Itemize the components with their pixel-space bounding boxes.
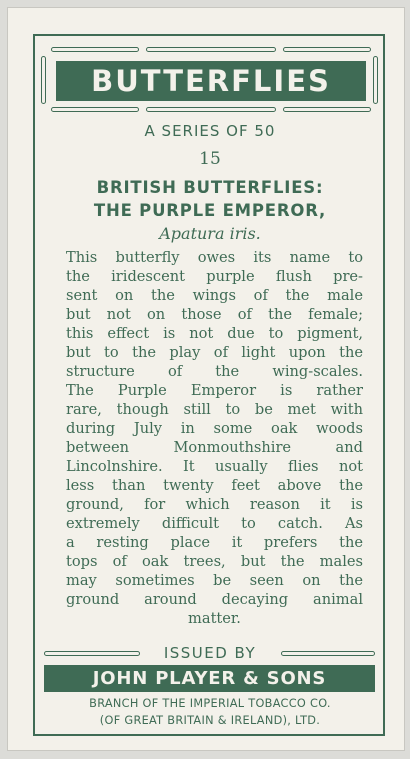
- ornament-bar-bottom-left: [51, 107, 139, 112]
- heading-line-1: BRITISH BUTTERFLIES:: [96, 178, 324, 197]
- ornament-bar-top-left: [51, 47, 139, 52]
- ornament-bar-left: [41, 56, 46, 104]
- card-number: 15: [199, 149, 221, 169]
- ornament-bar-bottom-center: [146, 107, 276, 112]
- branch-line-2: (OF GREAT BRITAIN & IRELAND), LTD.: [99, 714, 321, 727]
- maker-name: JOHN PLAYER & SONS: [44, 665, 375, 692]
- issued-by-label: ISSUED BY: [163, 644, 257, 662]
- series-label: A SERIES OF 50: [144, 122, 276, 140]
- description-line: the iridescent purple flush pre-: [66, 268, 363, 285]
- heading-line-2: THE PURPLE EMPEROR,: [93, 201, 327, 220]
- description-line: this effect is not due to pigment,: [66, 325, 363, 342]
- ornament-bar-bottom-right: [283, 107, 371, 112]
- card-title: BUTTERFLIES: [56, 61, 366, 101]
- description-line: ground, for which reason it is: [66, 496, 363, 513]
- description-line: sent on the wings of the male: [66, 287, 363, 304]
- branch-line-1: BRANCH OF THE IMPERIAL TOBACCO CO.: [89, 697, 331, 710]
- description-line: but not on those of the female;: [66, 306, 363, 323]
- cigarette-card: [8, 8, 404, 750]
- description-line: The Purple Emperor is rather: [66, 382, 363, 399]
- description-line: extremely difficult to catch. As: [66, 515, 363, 532]
- description-line: Lincolnshire. It usually flies not: [66, 458, 363, 475]
- ornament-bar-top-center: [146, 47, 276, 52]
- description-text: [66, 248, 363, 628]
- ornament-bar-right: [373, 56, 378, 104]
- description-line: rare, though still to be met with: [66, 401, 363, 418]
- description-line: structure of the wing-scales.: [66, 363, 363, 380]
- description-line: less than twenty feet above the: [66, 477, 363, 494]
- description-line: during July in some oak woods: [66, 420, 363, 437]
- description-line: but to the play of light upon the: [66, 344, 363, 361]
- description-line: may sometimes be seen on the: [66, 572, 363, 589]
- description-line: between Monmouthshire and: [66, 439, 363, 456]
- description-line: tops of oak trees, but the males: [66, 553, 363, 570]
- description-line: a resting place it prefers the: [66, 534, 363, 551]
- description-line: matter.: [188, 610, 241, 627]
- description-line: ground around decaying animal: [66, 591, 363, 608]
- description-line: This butterfly owes its name to: [66, 249, 363, 266]
- latin-name: Apatura iris.: [159, 224, 261, 243]
- ornament-bar-top-right: [283, 47, 371, 52]
